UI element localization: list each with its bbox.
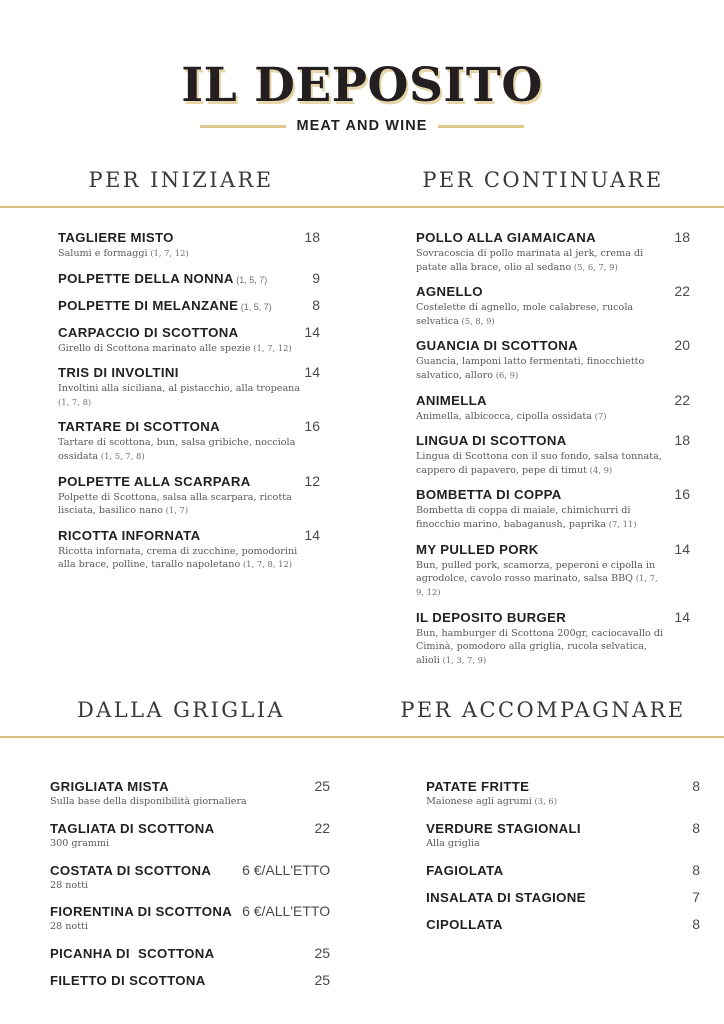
menu-item-description-allergens: (1, 5, 7, 8) (98, 451, 145, 462)
section-header-per-continuare: PER CONTINUARE (422, 168, 664, 192)
menu-item-name: COSTATA DI SCOTTONA (50, 862, 212, 878)
logo-wordmark: IL DEPOSITO (181, 58, 543, 113)
menu-item (58, 418, 320, 463)
menu-item-price: 8 (312, 296, 320, 313)
section-header-dalla-griglia: DALLA GRIGLIA (77, 698, 285, 723)
menu-item-head (416, 541, 690, 557)
menu-column-per-accompagnare (372, 760, 724, 998)
menu-item (426, 889, 700, 905)
menu-item-price: 8 (692, 778, 701, 795)
menu-item-name: FAGIOLATA (426, 862, 504, 878)
upper-section-band (0, 168, 724, 208)
menu-item (416, 432, 690, 477)
menu-item-head (426, 820, 700, 836)
lower-columns (0, 760, 724, 998)
menu-item (58, 473, 320, 518)
menu-item-description: Alla griglia (426, 837, 480, 849)
menu-item-head (416, 283, 690, 299)
restaurant-logo (0, 0, 724, 134)
menu-item-name: CARPACCIO DI SCOTTONA (58, 324, 239, 340)
menu-item-price: 20 (674, 337, 690, 354)
menu-item-head (50, 972, 330, 988)
menu-item-price: 18 (674, 432, 690, 449)
menu-item-description: Sulla base della disponibilità giornaliera (50, 796, 247, 808)
menu-item (58, 364, 320, 409)
menu-item-name: VERDURE STAGIONALI (426, 820, 581, 836)
gold-divider-upper (0, 206, 724, 208)
menu-item-description-allergens: (5, 6, 7, 9) (571, 261, 618, 272)
menu-item-price: 16 (674, 486, 690, 503)
menu-item-description-allergens: (1, 7, 8) (58, 396, 92, 407)
menu-item-head (416, 337, 690, 353)
menu-item-name: LINGUA DI SCOTTONA (416, 433, 567, 449)
menu-item (416, 486, 690, 531)
menu-item-description-allergens: (5, 8, 9) (458, 315, 495, 326)
menu-item-name: POLPETTE DI MELANZANE (1, 5, 7) (58, 297, 272, 313)
menu-item-head (50, 820, 330, 836)
menu-item-description-allergens: (1, 7, 9, 12) (416, 573, 658, 597)
menu-item-head (416, 432, 690, 448)
menu-item-price: 16 (304, 418, 320, 435)
menu-column-per-iniziare (0, 208, 362, 676)
menu-item-name: PATATE FRITTE (426, 779, 530, 795)
menu-item-head (416, 392, 690, 408)
menu-item-description-allergens: (7, 11) (606, 519, 637, 530)
menu-item-description-allergens: (3, 6) (531, 796, 558, 807)
menu-item-description-allergens: (1, 3, 7, 9) (439, 654, 487, 665)
logo-tagline-row (0, 118, 724, 134)
menu-item-name: FILETTO DI SCOTTONA (50, 972, 206, 988)
menu-item-head (426, 889, 700, 905)
menu-item (416, 541, 690, 600)
menu-item-price: 8 (692, 819, 701, 836)
menu-item (416, 392, 690, 424)
menu-item (416, 229, 690, 274)
menu-item-head (426, 862, 700, 878)
menu-item-description-allergens: (1, 7, 8, 12) (240, 559, 293, 570)
menu-item-price: 22 (314, 819, 331, 836)
menu-item-head (416, 229, 690, 245)
menu-item-description: 28 notti (50, 879, 88, 891)
menu-item-name: ANIMELLA (416, 392, 487, 408)
menu-item-price: 6 €/ALL'ETTO (242, 861, 331, 878)
menu-item-name: FIORENTINA DI SCOTTONA (50, 904, 233, 920)
menu-item-name-allergens: (1, 5, 7) (238, 301, 272, 312)
menu-item-price: 14 (304, 364, 320, 381)
menu-item-description: Sovracoscia di pollo marinata al jerk, crema di patate alla brace, olio al sedano (5, 6, 7, 9) (416, 248, 644, 273)
menu-item-price: 22 (674, 283, 690, 300)
menu-item-head (50, 945, 330, 961)
menu-item (58, 297, 320, 313)
menu-item (50, 778, 330, 809)
menu-item (426, 778, 700, 809)
menu-item-price: 14 (304, 323, 320, 340)
menu-item-name: PICANHA DI SCOTTONA (50, 945, 215, 961)
menu-item-description-allergens: (1, 7, 12) (250, 342, 292, 353)
menu-item-description: Polpette di Scottona, salsa alla scarpara, ricotta lisciata, basilico nano (1, 7) (58, 491, 292, 517)
menu-item-price: 14 (674, 540, 690, 557)
menu-item (50, 945, 330, 961)
menu-item-name-allergens: (1, 5, 7) (233, 274, 268, 285)
menu-item (50, 820, 330, 851)
menu-item-name: TARTARE DI SCOTTONA (58, 419, 220, 435)
menu-item-name: POLPETTE DELLA NONNA (1, 5, 7) (58, 270, 268, 286)
menu-item-price: 14 (674, 608, 690, 625)
upper-columns (0, 208, 724, 676)
menu-item-head (58, 527, 320, 543)
menu-item-name: TAGLIERE MISTO (58, 230, 174, 245)
menu-column-per-continuare (362, 208, 724, 676)
menu-item-description: Involtini alla siciliana, al pistacchio, alla tropeana (1, 7, 8) (58, 383, 301, 407)
menu-item-price: 22 (674, 391, 690, 408)
menu-item (58, 527, 320, 572)
menu-item-head (416, 609, 690, 625)
menu-item-head (58, 229, 320, 245)
logo-rule-right-icon (438, 125, 524, 128)
section-header-per-accompagnare: PER ACCOMPAGNARE (400, 698, 686, 723)
menu-item (50, 862, 330, 893)
menu-item-price: 25 (314, 944, 331, 961)
menu-item-price: 25 (314, 778, 331, 795)
menu-item-description: Bombetta di coppa di maiale, chimichurri di finocchio marino, babaganush, paprika (7, 11) (416, 505, 637, 531)
menu-item-name: TAGLIATA DI SCOTTONA (50, 820, 215, 836)
menu-item-price: 25 (314, 971, 331, 988)
menu-item (416, 609, 690, 668)
menu-item-name: BOMBETTA DI COPPA (416, 487, 562, 503)
menu-item-head (50, 903, 330, 919)
menu-item (426, 820, 700, 851)
menu-item-name: POLLO ALLA GIAMAICANA (416, 230, 596, 245)
menu-item-head (58, 473, 320, 489)
section-header-per-iniziare: PER INIZIARE (88, 168, 274, 192)
menu-item-head (426, 778, 700, 794)
menu-item-name: AGNELLO (416, 284, 483, 300)
menu-item-price: 18 (674, 229, 690, 245)
menu-item-description: Tartare di scottona, bun, salsa gribiche, nocciola ossidata (1, 5, 7, 8) (58, 437, 296, 463)
menu-item-name: TRIS DI INVOLTINI (58, 365, 179, 381)
menu-item (416, 283, 690, 328)
menu-item-description: 28 notti (50, 921, 88, 933)
menu-item (426, 916, 700, 932)
menu-item-description: Maionese agli agrumi (3, 6) (426, 796, 558, 808)
menu-item-description-allergens: (1, 7) (162, 505, 189, 516)
menu-item-name: IL DEPOSITO BURGER (416, 609, 567, 625)
menu-item-description-allergens: (7) (592, 410, 607, 421)
menu-item-head (426, 916, 700, 932)
logo-tagline: MEAT AND WINE (296, 118, 428, 134)
menu-item-description: 300 grammi (50, 837, 110, 849)
lower-section-band (0, 698, 724, 738)
menu-item-description-allergens: (4, 9) (587, 464, 613, 475)
menu-item (426, 862, 700, 878)
menu-item-price: 6 €/ALL'ETTO (242, 903, 331, 920)
upper-section-headers (0, 168, 724, 192)
menu-item (50, 972, 330, 988)
menu-item-name: RICOTTA INFORNATA (58, 527, 201, 543)
menu-item-description-allergens: (6, 9) (493, 370, 519, 381)
menu-item-head (58, 364, 320, 380)
menu-item-description: Bun, hamburger di Scottona 200gr, caciocavallo di Ciminà, pomodoro alla griglia, rucola selvatica, alioli (1, 3, 7, 9) (416, 627, 664, 666)
menu-item-price: 14 (304, 526, 320, 543)
menu-column-dalla-griglia (0, 760, 372, 998)
menu-item-price: 18 (304, 229, 320, 245)
menu-item-name: POLPETTE ALLA SCARPARA (58, 473, 251, 489)
menu-item-description: Salumi e formaggi (1, 7, 12) (58, 248, 189, 259)
menu-item-description: Girello di Scottona marinato alle spezie (1, 7, 12) (58, 342, 292, 354)
menu-item-description: Bun, pulled pork, scamorza, peperoni e cipolla in agrodolce, cavolo rosso marinato, salsa BBQ (1, 7, 9, 12) (416, 559, 658, 597)
menu-item-head (58, 297, 320, 313)
menu-item (50, 903, 330, 934)
menu-item-name: GUANCIA DI SCOTTONA (416, 338, 578, 354)
menu-item-head (50, 862, 330, 878)
menu-item-name: MY PULLED PORK (416, 541, 539, 557)
menu-item-head (58, 418, 320, 434)
menu-item-description: Ricotta infornata, crema di zucchine, pomodorini alla brace, polline, tarallo napoletano (1, 7, 8, 12) (58, 545, 298, 571)
gold-divider-lower (0, 736, 724, 738)
menu-item-name: INSALATA DI STAGIONE (426, 889, 586, 905)
menu-item-description: Guancia, lamponi latto fermentati, finocchietto salvatico, alloro (6, 9) (416, 356, 645, 382)
menu-item-price: 8 (692, 861, 701, 878)
menu-item-description: Animella, albicocca, cipolla ossidata (7) (416, 410, 607, 422)
menu-item-head (58, 324, 320, 340)
logo-rule-left-icon (200, 125, 286, 128)
menu-item-price: 8 (692, 915, 701, 932)
menu-item-head (416, 486, 690, 502)
menu-item-name: GRIGLIATA MISTA (50, 779, 170, 795)
lower-section-headers (0, 698, 724, 722)
menu-item-description: Lingua di Scottona con il suo fondo, salsa tonnata, cappero di papavero, pepe di timut (4, 9) (416, 451, 662, 476)
menu-item-price: 7 (692, 888, 701, 905)
menu-item-price: 12 (304, 472, 320, 489)
menu-item (58, 324, 320, 356)
menu-item (416, 337, 690, 382)
menu-item-head (50, 778, 330, 794)
menu-item-name: CIPOLLATA (426, 916, 503, 932)
menu-item-description: Costelette di agnello, mole calabrese, rucola selvatica (5, 8, 9) (416, 302, 634, 327)
menu-item-description-allergens: (1, 7, 12) (147, 248, 189, 258)
menu-item-price: 9 (312, 269, 320, 286)
menu-item-head (58, 270, 320, 286)
menu-item (58, 229, 320, 261)
menu-item (58, 270, 320, 286)
